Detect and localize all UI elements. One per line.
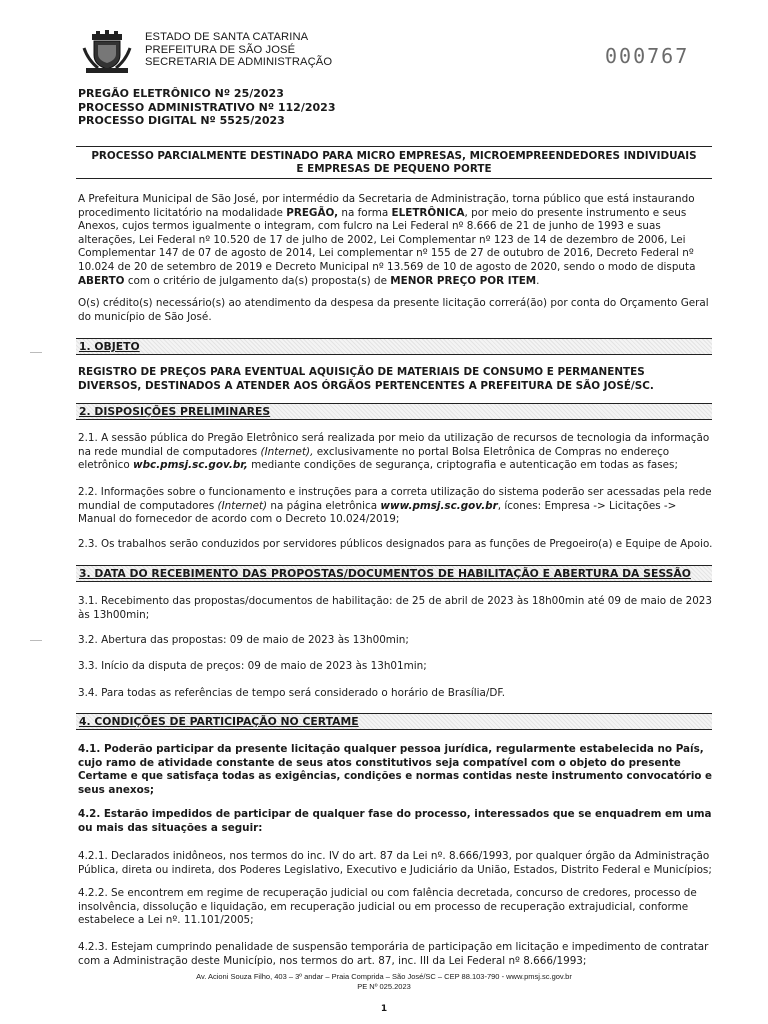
- paragraph-line: às 13h00min;: [78, 608, 150, 621]
- paragraph-3-1: [78, 595, 712, 622]
- paragraph-line: cujo ramo de atividade constante de seus atos constitutivos seja compatível com o objeto do presente: [78, 756, 681, 769]
- paragraph-2-1: [78, 432, 712, 473]
- paragraph-line: com a Administração deste Município, nos termos do art. 87, inc. III da Lei Federal nº 8.666/1993;: [78, 954, 587, 967]
- intro-line: A Prefeitura Municipal de São José, por intermédio da Secretaria de Administração, torna público que está instaurando: [78, 193, 695, 205]
- intro-line: procedimento licitatório na modalidade PREGÃO, na forma ELETRÔNICA, por meio do presente instrumento e seus: [78, 206, 687, 219]
- section-heading-disposicoes: 2. DISPOSIÇÕES PRELIMINARES: [76, 403, 712, 420]
- objeto-line: DIVERSOS, DESTINADOS A ATENDER AOS ÓRGÃOS PERTENCENTES A PREFEITURA DE SÃO JOSÉ/SC.: [78, 379, 654, 392]
- budget-line: do município de São José.: [78, 310, 212, 323]
- process-line-pregao: PREGÃO ELETRÔNICO Nº 25/2023: [78, 87, 284, 100]
- paragraph-4-2: [78, 808, 712, 835]
- paragraph-line: 3.1. Recebimento das propostas/documentos de habilitação: de 25 de abril de 2023 às 18h00min até 09 de maio de 2023: [78, 595, 712, 607]
- paragraph-3-4: [78, 687, 712, 701]
- paragraph-4-2-1: [78, 850, 712, 877]
- binder-mark: [30, 640, 42, 641]
- page-number: 1: [380, 1004, 388, 1014]
- process-identifiers: [78, 87, 335, 128]
- intro-paragraph: [78, 193, 712, 288]
- paragraph-line: eletrônico wbc.pmsj.sc.gov.br, mediante condições de segurança, criptografia e autenticação em todas as fases;: [78, 459, 678, 472]
- paragraph-4-1: [78, 743, 712, 797]
- section-heading-condicoes: 4. CONDIÇÕES DE PARTICIPAÇÃO NO CERTAME: [76, 713, 712, 730]
- paragraph-line: estabelece a Lei nº. 11.101/2005;: [78, 914, 254, 927]
- agency-line-secretariat: SECRETARIA DE ADMINISTRAÇÃO: [145, 56, 333, 68]
- paragraph-line: 2.2. Informações sobre o funcionamento e instruções para a correta utilização do sistema poderão ser acessadas pela rede: [78, 486, 712, 498]
- paragraph-line: 2.3. Os trabalhos serão conduzidos por servidores públicos designados para as funções de Pregoeiro(a) e Equipe de Apoio.: [78, 538, 713, 550]
- process-line-digital: PROCESSO DIGITAL Nº 5525/2023: [78, 114, 285, 127]
- municipal-crest-icon: [82, 30, 132, 74]
- intro-line: ABERTO com o critério de julgamento da(s) proposta(s) de MENOR PREÇO POR ITEM.: [78, 274, 540, 287]
- budget-paragraph: [78, 297, 712, 324]
- process-line-administrativo: PROCESSO ADMINISTRATIVO Nº 112/2023: [78, 100, 336, 114]
- section-heading-objeto: 1. OBJETO: [76, 338, 712, 355]
- section-heading-datas: 3. DATA DO RECEBIMENTO DAS PROPOSTAS/DOCUMENTOS DE HABILITAÇÃO E ABERTURA DA SESSÃO: [76, 565, 712, 582]
- paragraph-line: 4.2.3. Estejam cumprindo penalidade de suspensão temporária de participação em licitação e impedimento de contratar: [78, 941, 709, 953]
- paragraph-line: 4.2. Estarão impedidos de participar de qualquer fase do processo, interessados que se enquadrem em uma: [78, 808, 712, 820]
- paragraph-line: 2.1. A sessão pública do Pregão Eletrônico será realizada por meio da utilização de recursos de tecnologia da informação: [78, 432, 710, 444]
- paragraph-line: ou mais das situações a seguir:: [78, 821, 263, 834]
- agency-name-block: [145, 31, 332, 69]
- paragraph-3-3: [78, 660, 712, 674]
- paragraph-line: 4.2.2. Se encontrem em regime de recuperação judicial ou com falência decretada, concurso de credores, processo de: [78, 887, 697, 899]
- agency-line-prefecture: PREFEITURA DE SÃO JOSÉ: [145, 43, 296, 56]
- banner-line-1: PROCESSO PARCIALMENTE DESTINADO PARA MICRO EMPRESAS, MICROEMPREENDEDORES INDIVIDUAIS: [91, 150, 697, 162]
- paragraph-line: 3.2. Abertura das propostas: 09 de maio de 2023 às 13h00min;: [78, 634, 409, 646]
- eligibility-banner: [76, 150, 712, 176]
- bec-portal-link: wbc.pmsj.sc.gov.br,: [133, 459, 248, 472]
- paragraph-line: 3.3. Início da disputa de preços: 09 de maio de 2023 às 13h01min;: [78, 660, 427, 672]
- paragraph-2-2: [78, 486, 712, 527]
- paragraph-3-2: [78, 634, 712, 648]
- paragraph-line: Certame e que satisfaça todas as exigências, condições e normas contidas neste instrumento convocatório e: [78, 770, 713, 783]
- intro-line: alterações, Lei Federal nº 10.520 de 17 de julho de 2002, Lei Complementar nº 123 de 14 de dezembro de 2006, Lei: [78, 233, 686, 246]
- paragraph-4-2-3: [78, 941, 712, 968]
- paragraph-4-2-2: [78, 887, 712, 928]
- paragraph-line: seus anexos;: [78, 783, 155, 796]
- banner-line-2: E EMPRESAS DE PEQUENO PORTE: [296, 163, 492, 175]
- paragraph-line: na rede mundial de computadores (Internet), exclusivamente no portal Bolsa Eletrônica de Compras no endereço: [78, 445, 670, 458]
- paragraph-line: mundial de computadores (Internet) na página eletrônica www.pmsj.sc.gov.br, ícones: Empresa -> Licitações ->: [78, 499, 677, 512]
- page-stamp-number: 000767: [605, 44, 690, 68]
- banner-bottom-rule: [76, 178, 712, 179]
- budget-line: O(s) crédito(s) necessário(s) ao atendimento da despesa da presente licitação correrá(ão) por conta do Orçamento Geral: [78, 297, 709, 309]
- objeto-line: REGISTRO DE PREÇOS PARA EVENTUAL AQUISIÇÃO DE MATERIAIS DE CONSUMO E PERMANENTES: [78, 366, 645, 378]
- agency-line-state: ESTADO DE SANTA CATARINA: [145, 31, 309, 43]
- banner-top-rule: [76, 146, 712, 147]
- intro-line: Complementar 147 de 07 de agosto de 2014, Lei complementar nº 155 de 27 de outubro de 2016, Decreto Federal nº: [78, 247, 694, 260]
- paragraph-line: Manual do fornecedor de acordo com o Decreto 10.024/2019;: [78, 513, 400, 526]
- paragraph-line: insolvência, dissolução e liquidação, em recuperação judicial ou em processo de recuperação extrajudicial, conforme: [78, 900, 689, 913]
- pmsj-website-link: www.pmsj.sc.gov.br: [380, 499, 498, 512]
- intro-line: Anexos, cujos termos igualmente o integram, com fulcro na Lei Federal nº 8.666 de 21 de junho de 1993 e suas: [78, 220, 661, 233]
- paragraph-line: Pública, direta ou indireta, dos Poderes Legislativo, Executivo e Judiciário da União, Estados, Distrito Federal e Municípios;: [78, 863, 712, 876]
- intro-line: 10.024 de 20 de setembro de 2019 e Decreto Municipal nº 13.569 de 10 de agosto de 2020, sendo o modo de disputa: [78, 260, 696, 273]
- paragraph-2-3: [78, 538, 712, 552]
- paragraph-line: 4.1. Poderão participar da presente licitação qualquer pessoa jurídica, regularmente estabelecida no País,: [78, 743, 704, 755]
- footer-reference: PE Nº 025.2023: [357, 982, 411, 991]
- binder-mark: [30, 352, 42, 353]
- paragraph-line: 4.2.1. Declarados inidôneos, nos termos do inc. IV do art. 87 da Lei nº. 8.666/1993, por qualquer órgão da Administração: [78, 850, 710, 862]
- objeto-text: [78, 366, 712, 393]
- footer-address: Av. Acioni Souza Filho, 403 – 3º andar – Praia Comprida – São José/SC – CEP 88.103-790 - www.pmsj.sc.gov.br: [196, 972, 572, 981]
- paragraph-line: 3.4. Para todas as referências de tempo será considerado o horário de Brasília/DF.: [78, 687, 506, 699]
